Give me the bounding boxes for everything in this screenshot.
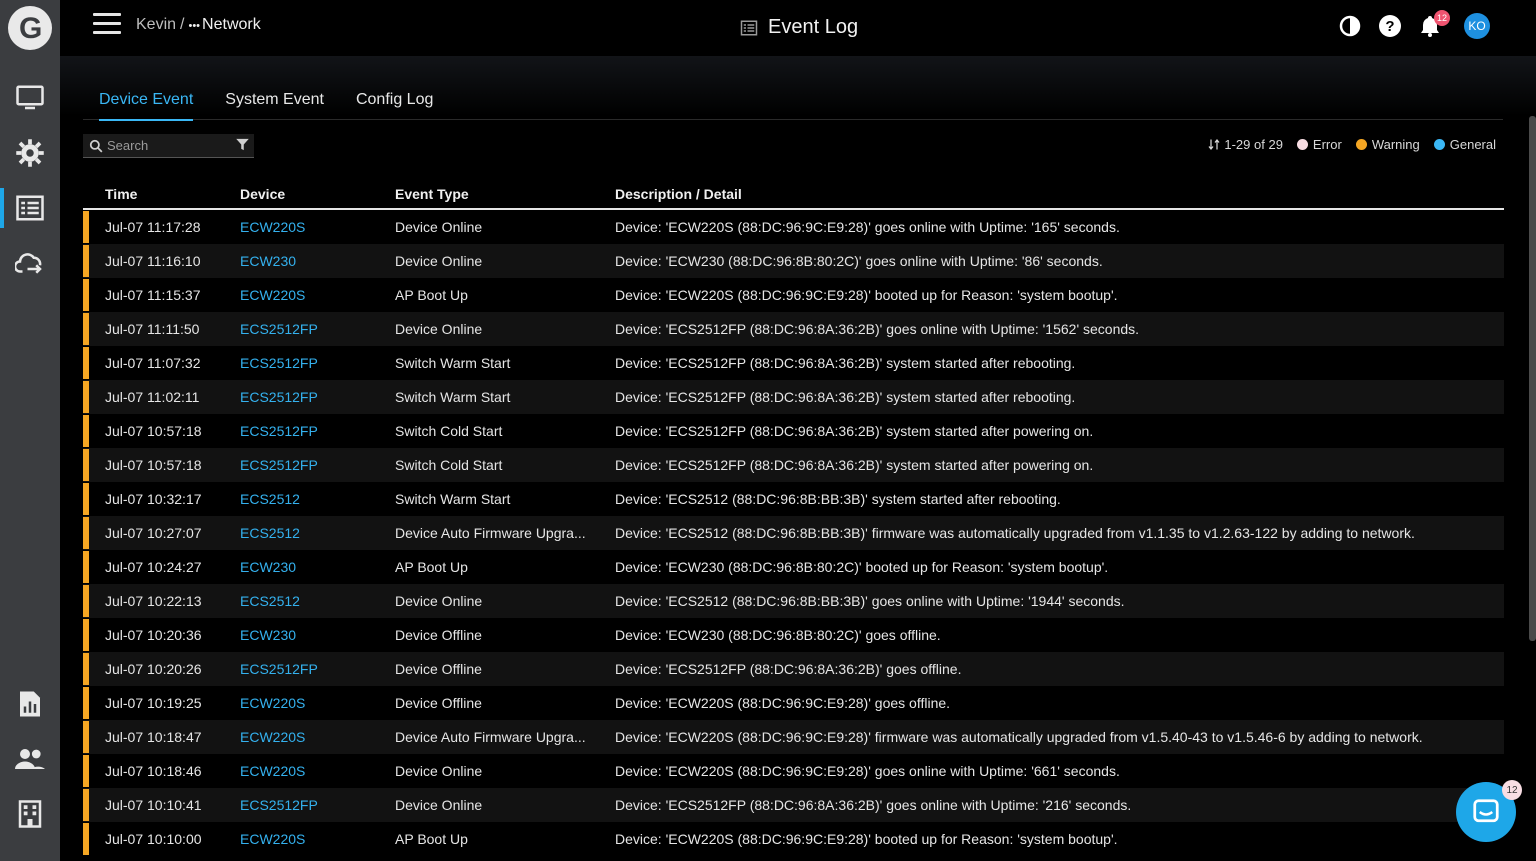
cloud-sync-icon [15,249,45,279]
cell-event-type: Device Offline [395,661,482,677]
cell-description: Device: 'ECS2512FP (88:DC:96:8A:36:2B)' system started after powering on. [615,423,1094,439]
cell-event-type: Switch Warm Start [395,355,511,371]
table-row[interactable] [83,550,1504,584]
table-header [83,180,1504,210]
cell-time: Jul-07 10:10:41 [105,797,202,813]
table-row[interactable] [83,380,1504,414]
cell-device-link[interactable]: ECS2512FP [240,355,318,371]
legend-error-label: Error [1312,137,1342,152]
cell-time: Jul-07 11:17:28 [105,219,201,235]
cell-description: Device: 'ECW220S (88:DC:96:9C:E9:28)' goes online with Uptime: '165' seconds. [615,219,1120,235]
error-dot-icon [1297,139,1308,150]
column-header-description[interactable]: Description / Detail [615,186,742,202]
cell-device-link[interactable]: ECS2512FP [240,661,318,677]
cell-event-type: Device Offline [395,627,482,643]
legend-general[interactable] [1434,137,1496,152]
cell-event-type: AP Boot Up [395,287,468,303]
table-row[interactable] [83,244,1504,278]
column-header-device[interactable]: Device [240,186,286,202]
cell-description: Device: 'ECW230 (88:DC:96:8B:80:2C)' goes offline. [615,627,941,643]
search-input[interactable] [107,138,227,153]
chat-icon [1471,797,1501,827]
cell-time: Jul-07 10:18:46 [105,763,202,779]
cell-device-link[interactable]: ECS2512FP [240,321,318,337]
cell-description: Device: 'ECS2512FP (88:DC:96:8A:36:2B)' system started after rebooting. [615,355,1076,371]
record-count-text: 1-29 of 29 [1224,137,1283,152]
cell-event-type: Device Auto Firmware Upgra... [395,525,586,541]
filter-icon[interactable] [235,137,250,152]
legend-general-label: General [1449,137,1496,152]
brand-logo[interactable]: G [8,6,52,50]
cell-time: Jul-07 11:07:32 [105,355,201,371]
cell-event-type: Device Online [395,219,483,235]
cell-event-type: Device Offline [395,695,482,711]
cell-event-type: AP Boot Up [395,559,468,575]
table-row[interactable] [83,788,1504,822]
menu-icon[interactable] [93,13,121,37]
sidebar-item-event-log[interactable] [0,186,60,230]
cell-device-link[interactable]: ECS2512FP [240,457,318,473]
table-row[interactable] [83,822,1504,856]
breadcrumb-user[interactable]: Kevin [136,16,177,33]
column-header-event-type[interactable]: Event Type [395,186,469,202]
cell-description: Device: 'ECW230 (88:DC:96:8B:80:2C)' goes online with Uptime: '86' seconds. [615,253,1103,269]
building-icon [15,799,45,829]
users-icon [15,744,45,774]
table-row[interactable] [83,346,1504,380]
cell-device-link[interactable]: ECS2512 [240,593,300,609]
cell-device-link[interactable]: ECS2512 [240,491,300,507]
cell-device-link[interactable]: ECW220S [240,287,306,303]
cell-device-link[interactable]: ECW220S [240,763,306,779]
help-icon[interactable] [1378,14,1402,38]
table-row[interactable] [83,720,1504,754]
table-row[interactable] [83,312,1504,346]
sidebar-item-users[interactable] [0,737,60,781]
sidebar-item-cloud[interactable] [0,242,60,286]
cell-device-link[interactable]: ECW220S [240,729,306,745]
cell-event-type: Device Auto Firmware Upgra... [395,729,586,745]
table-row[interactable] [83,754,1504,788]
scrollbar[interactable] [1529,116,1536,641]
sidebar-item-reports[interactable] [0,682,60,726]
cell-time: Jul-07 10:27:07 [105,525,202,541]
record-count [1208,137,1283,152]
cell-time: Jul-07 10:20:26 [105,661,202,677]
tab-bar [83,86,1503,120]
monitor-icon [15,83,45,113]
svg-text:?: ? [1385,18,1395,35]
cell-time: Jul-07 10:10:00 [105,831,202,847]
table-row[interactable] [83,618,1504,652]
chat-badge: 12 [1502,780,1522,800]
cell-description: Device: 'ECS2512 (88:DC:96:8B:BB:3B)' goes online with Uptime: '1944' seconds. [615,593,1125,609]
cell-description: Device: 'ECS2512FP (88:DC:96:8A:36:2B)' goes offline. [615,661,962,677]
sidebar-item-organization[interactable] [0,792,60,836]
page-title-text: Event Log [768,16,859,38]
cell-time: Jul-07 10:24:27 [105,559,202,575]
theme-toggle-icon[interactable] [1338,14,1362,38]
table-row[interactable] [83,516,1504,550]
table-row[interactable] [83,278,1504,312]
cell-time: Jul-07 10:18:47 [105,729,202,745]
cell-device-link[interactable]: ECW220S [240,695,306,711]
tab-system-event[interactable]: System Event [225,91,324,108]
breadcrumb-network[interactable]: Network [202,16,261,33]
cell-device-link[interactable]: ECW230 [240,253,297,269]
cell-event-type: Device Online [395,321,483,337]
sort-icon[interactable] [1208,138,1220,151]
cell-device-link[interactable]: ECS2512FP [240,389,318,405]
notification-badge: 12 [1434,10,1450,26]
cell-event-type: Device Online [395,763,483,779]
log-icon [740,19,758,37]
cell-event-type: Device Online [395,797,483,813]
chat-button[interactable] [1456,782,1516,842]
cell-time: Jul-07 11:11:50 [105,321,200,337]
cell-time: Jul-07 11:02:11 [105,389,200,405]
warning-dot-icon [1356,139,1367,150]
cell-device-link[interactable]: ECS2512FP [240,797,318,813]
search-box [83,134,254,158]
cell-description: Device: 'ECW220S (88:DC:96:9C:E9:28)' booted up for Reason: 'system bootup'. [615,287,1118,303]
notification-bell-icon[interactable] [1418,13,1447,38]
general-dot-icon [1434,139,1445,150]
sidebar-item-settings[interactable] [0,131,60,175]
cell-time: Jul-07 10:57:18 [105,423,202,439]
cell-time: Jul-07 11:15:37 [105,287,201,303]
cell-device-link[interactable]: ECW230 [240,559,297,575]
event-table [83,180,1504,856]
cell-description: Device: 'ECW230 (88:DC:96:8B:80:2C)' booted up for Reason: 'system bootup'. [615,559,1109,575]
legend-warning-label: Warning [1371,137,1420,152]
cell-description: Device: 'ECS2512 (88:DC:96:8B:BB:3B)' firmware was automatically upgraded from v1.1.35 to v1.2.63-122 by adding to network. [615,525,1415,541]
cell-event-type: Device Online [395,593,483,609]
table-row[interactable] [83,652,1504,686]
breadcrumb [136,16,261,34]
column-header-time[interactable]: Time [105,186,138,202]
cell-event-type: Device Online [395,253,483,269]
table-row[interactable] [83,448,1504,482]
cell-description: Device: 'ECW220S (88:DC:96:9C:E9:28)' firmware was automatically upgraded from v1.5.40-43 to v1.5.46-6 by adding to network. [615,729,1423,745]
tab-device-event[interactable]: Device Event [99,86,193,120]
legend-warning[interactable] [1356,137,1420,152]
cell-device-link[interactable]: ECW220S [240,831,306,847]
sidebar-item-monitor[interactable] [0,76,60,120]
cell-description: Device: 'ECS2512 (88:DC:96:8B:BB:3B)' system started after rebooting. [615,491,1061,507]
cell-event-type: Switch Warm Start [395,491,511,507]
top-bar [60,0,1536,56]
cell-event-type: Switch Cold Start [395,457,503,473]
main-content [60,56,1536,861]
table-row[interactable] [83,482,1504,516]
cell-time: Jul-07 10:32:17 [105,491,202,507]
cell-time: Jul-07 10:19:25 [105,695,202,711]
cell-device-link[interactable]: ECS2512 [240,525,300,541]
sidebar-rail [0,0,60,861]
legend-error[interactable] [1297,137,1342,152]
breadcrumb-separator: / [180,16,185,33]
cell-device-link[interactable]: ECW230 [240,627,297,643]
search-icon [89,139,103,153]
cell-event-type: Switch Cold Start [395,423,503,439]
cell-description: Device: 'ECS2512FP (88:DC:96:8A:36:2B)' goes online with Uptime: '1562' seconds. [615,321,1140,337]
cell-time: Jul-07 10:57:18 [105,457,202,473]
cell-device-link[interactable]: ECS2512FP [240,423,318,439]
cell-time: Jul-07 10:20:36 [105,627,202,643]
gear-icon [15,138,45,168]
cell-description: Device: 'ECS2512FP (88:DC:96:8A:36:2B)' system started after rebooting. [615,389,1076,405]
avatar[interactable]: KO [1464,13,1490,39]
cell-time: Jul-07 10:22:13 [105,593,202,609]
cell-description: Device: 'ECW220S (88:DC:96:9C:E9:28)' goes offline. [615,695,951,711]
cell-description: Device: 'ECW220S (88:DC:96:9C:E9:28)' booted up for Reason: 'system bootup'. [615,831,1118,847]
report-icon [15,689,45,719]
table-row[interactable] [83,686,1504,720]
cell-description: Device: 'ECS2512FP (88:DC:96:8A:36:2B)' system started after powering on. [615,457,1094,473]
log-icon [15,193,45,223]
cell-time: Jul-07 11:16:10 [105,253,201,269]
cell-device-link[interactable]: ECW220S [240,219,306,235]
table-legend [1208,137,1496,152]
table-row[interactable] [83,414,1504,448]
cell-event-type: Switch Warm Start [395,389,511,405]
table-body [83,210,1504,856]
cell-event-type: AP Boot Up [395,831,468,847]
top-actions [1338,13,1490,39]
page-title [740,16,858,39]
table-row[interactable] [83,210,1504,244]
tab-config-log[interactable]: Config Log [355,91,434,108]
cell-description: Device: 'ECS2512FP (88:DC:96:8A:36:2B)' goes online with Uptime: '216' seconds. [615,797,1132,813]
cell-description: Device: 'ECW220S (88:DC:96:9C:E9:28)' goes online with Uptime: '661' seconds. [615,763,1120,779]
network-icon: ••• [188,20,201,32]
table-row[interactable] [83,584,1504,618]
